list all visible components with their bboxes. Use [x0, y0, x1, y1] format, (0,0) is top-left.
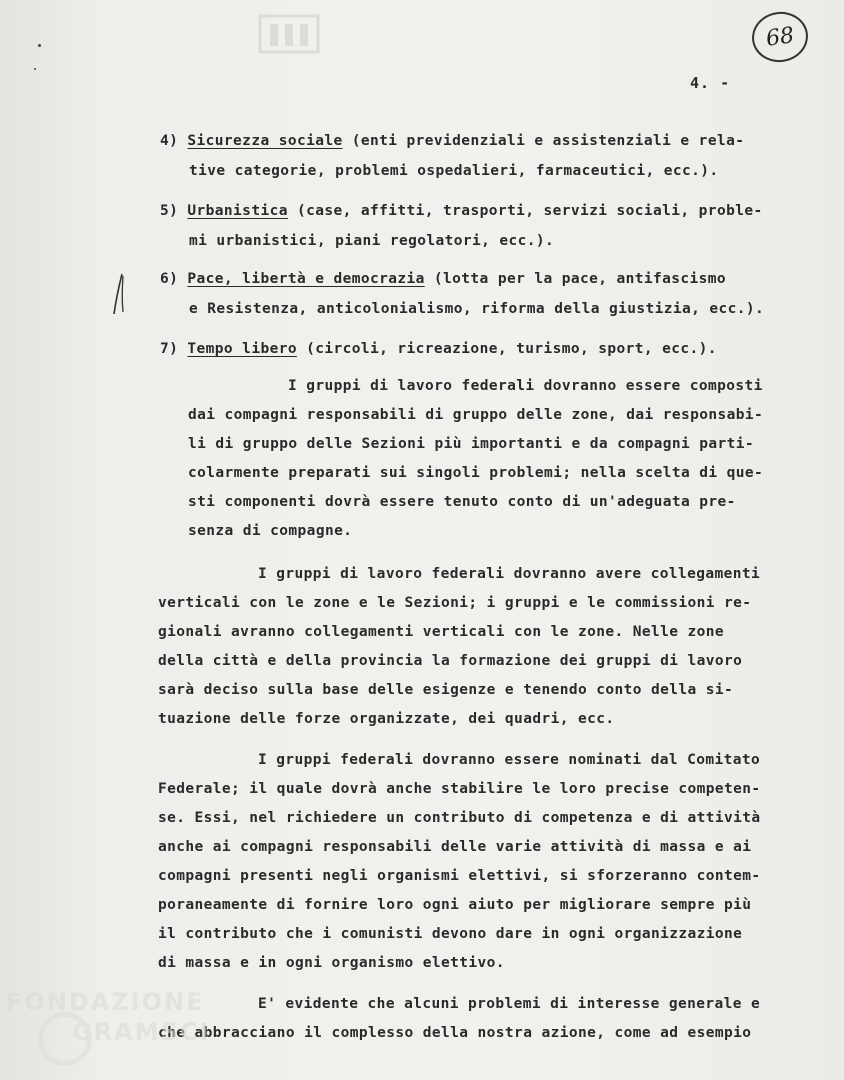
- dust-speck: [38, 44, 41, 47]
- item-heading: Sicurezza sociale: [187, 133, 343, 149]
- paragraph-line: E' evidente che alcuni problemi di interesse generale e: [258, 996, 761, 1012]
- paragraph-4: [158, 990, 823, 1048]
- paragraph-line: gionali avranno collegamenti verticali con le zone. Nelle zone: [158, 624, 725, 640]
- item-number: 5): [160, 203, 179, 219]
- paragraph-line: se. Essi, nel richiedere un contributo di competenza e di attività: [158, 810, 761, 826]
- paragraph-3: [158, 746, 823, 978]
- item-text-continued: e Resistenza, anticolonialismo, riforma della giustizia, ecc.).: [189, 301, 765, 317]
- typed-page-number: 4. -: [690, 74, 731, 92]
- paragraph-line: dai compagni responsabili di gruppo delle zone, dai responsabi-: [188, 407, 764, 423]
- item-number: 7): [160, 341, 179, 357]
- item-number: 4): [160, 133, 179, 149]
- paragraph-line: il contributo che i comunisti devono dare in ogni organizzazione: [158, 926, 743, 942]
- paragraph-line: verticali con le zone e le Sezioni; i gruppi e le commissioni re-: [158, 595, 752, 611]
- paragraph-line: li di gruppo delle Sezioni più importanti e da compagni parti-: [188, 436, 755, 452]
- list-item-5: [160, 196, 825, 256]
- list-item-4: [160, 126, 825, 186]
- paragraph-line: anche ai compagni responsabili delle varie attività di massa e ai: [158, 839, 752, 855]
- dust-speck: [34, 68, 36, 70]
- paragraph-line: tuazione delle forze organizzate, dei quadri, ecc.: [158, 711, 615, 727]
- item-text: (lotta per la pace, antifascismo: [424, 271, 727, 287]
- paragraph-line: I gruppi di lavoro federali dovranno avere collegamenti: [258, 566, 761, 582]
- paragraph-line: poraneamente di fornire loro ogni aiuto per migliorare sempre più: [158, 897, 752, 913]
- paragraph-line: I gruppi di lavoro federali dovranno essere composti: [288, 378, 763, 394]
- watermark-text: FONDAZIONE: [6, 988, 205, 1016]
- handwritten-page-number-text: 68: [764, 22, 796, 52]
- paragraph-line: I gruppi federali dovranno essere nominati dal Comitato: [258, 752, 761, 768]
- item-text-continued: mi urbanistici, piani regolatori, ecc.).: [189, 233, 555, 249]
- paragraph-line: sarà deciso sulla base delle esigenze e tenendo conto della si-: [158, 682, 734, 698]
- item-heading: Tempo libero: [187, 341, 297, 357]
- item-text: (case, affitti, trasporti, servizi sociali, proble-: [287, 203, 763, 219]
- paragraph-line: compagni presenti negli organismi elettivi, si sforzeranno contem-: [158, 868, 761, 884]
- paragraph-1: [158, 372, 823, 546]
- paragraph-line: sti componenti dovrà essere tenuto conto di un'adeguata pre-: [188, 494, 736, 510]
- paragraph-line: Federale; il quale dovrà anche stabilire le loro precise competen-: [158, 781, 761, 797]
- watermark-text: GRAMSCI: [72, 1018, 211, 1046]
- paragraph-line: che abbracciano il complesso della nostra azione, come ad esempio: [158, 1025, 752, 1041]
- item-heading: Pace, libertà e democrazia: [187, 271, 425, 287]
- item-text: (enti previdenziali e assistenziali e rela-: [342, 133, 745, 149]
- item-text-continued: tive categorie, problemi ospedalieri, farmaceutici, ecc.).: [189, 163, 719, 179]
- margin-pen-mark-icon: [112, 272, 126, 316]
- watermark: [6, 988, 236, 1068]
- handwritten-page-number: [749, 8, 811, 65]
- item-heading: Urbanistica: [187, 203, 288, 219]
- ghost-logo-icon: [258, 14, 320, 54]
- paragraph-line: di massa e in ogni organismo elettivo.: [158, 955, 505, 971]
- list-item-7: [160, 334, 825, 364]
- item-text: (circoli, ricreazione, turismo, sport, ecc.).: [296, 341, 717, 357]
- paragraph-line: della città e della provincia la formazione dei gruppi di lavoro: [158, 653, 743, 669]
- paragraph-line: senza di compagne.: [188, 523, 353, 539]
- paragraph-line: colarmente preparati sui singoli problemi; nella scelta di que-: [188, 465, 764, 481]
- item-number: 6): [160, 271, 179, 287]
- paragraph-2: [158, 560, 823, 734]
- list-item-6: [160, 264, 825, 324]
